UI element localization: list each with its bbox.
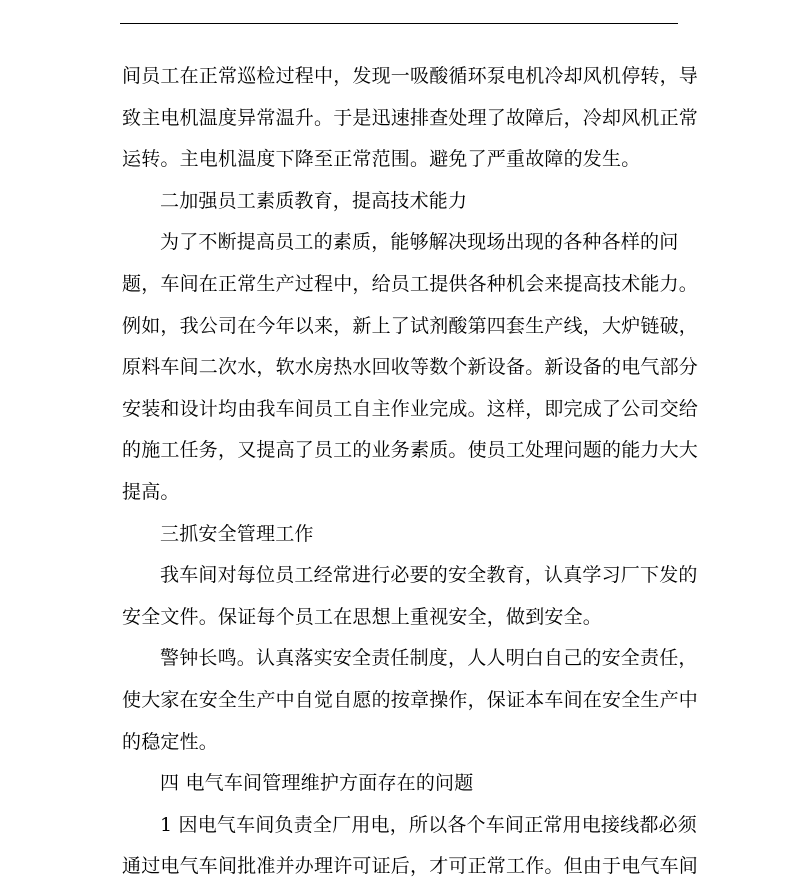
text-line: 提高。	[122, 480, 180, 503]
text-line: 题，车间在正常生产过程中，给员工提供各种机会来提高技术能力。	[122, 272, 699, 295]
text-line: 原料车间二次水，软水房热水回收等数个新设备。新设备的电气部分	[122, 356, 699, 379]
header-rule	[120, 23, 678, 24]
text-line: 的施工任务，又提高了员工的业务素质。使员工处理问题的能力大大	[122, 439, 699, 462]
text-line: 通过电气车间批准并办理许可证后，才可正常工作。但由于电气车间	[122, 855, 699, 878]
text-line: 致主电机温度异常温升。于是迅速排查处理了故障后，冷却风机正常	[122, 106, 699, 129]
text-line: 运转。主电机温度下降至正常范围。避免了严重故障的发生。	[122, 148, 641, 171]
section-heading: 二加强员工素质教育，提高技术能力	[160, 189, 468, 212]
text-line: 例如，我公司在今年以来，新上了试剂酸第四套生产线，大炉链破，	[122, 314, 699, 337]
text-line: 1 因电气车间负责全厂用电，所以各个车间正常用电接线都必须	[160, 813, 697, 836]
text-line: 的稳定性。	[122, 730, 219, 753]
text-line: 为了不断提高员工的素质，能够解决现场出现的各种各样的问	[160, 231, 679, 254]
document-body	[122, 56, 699, 888]
section-heading: 四 电气车间管理维护方面存在的问题	[160, 772, 474, 795]
text-line: 间员工在正常巡检过程中，发现一吸酸循环泵电机冷却风机停转，导	[122, 65, 699, 87]
text-line: 使大家在安全生产中自觉自愿的按章操作，保证本车间在安全生产中	[122, 688, 699, 711]
text-line: 警钟长鸣。认真落实安全责任制度，人人明白自己的安全责任，	[160, 647, 698, 670]
text-line: 安全文件。保证每个员工在思想上重视安全，做到安全。	[122, 605, 603, 628]
text-line: 我车间对每位员工经常进行必要的安全教育，认真学习厂下发的	[160, 564, 698, 587]
section-heading: 三抓安全管理工作	[160, 522, 314, 545]
text-line: 安装和设计均由我车间员工自主作业完成。这样，即完成了公司交给	[122, 397, 699, 420]
